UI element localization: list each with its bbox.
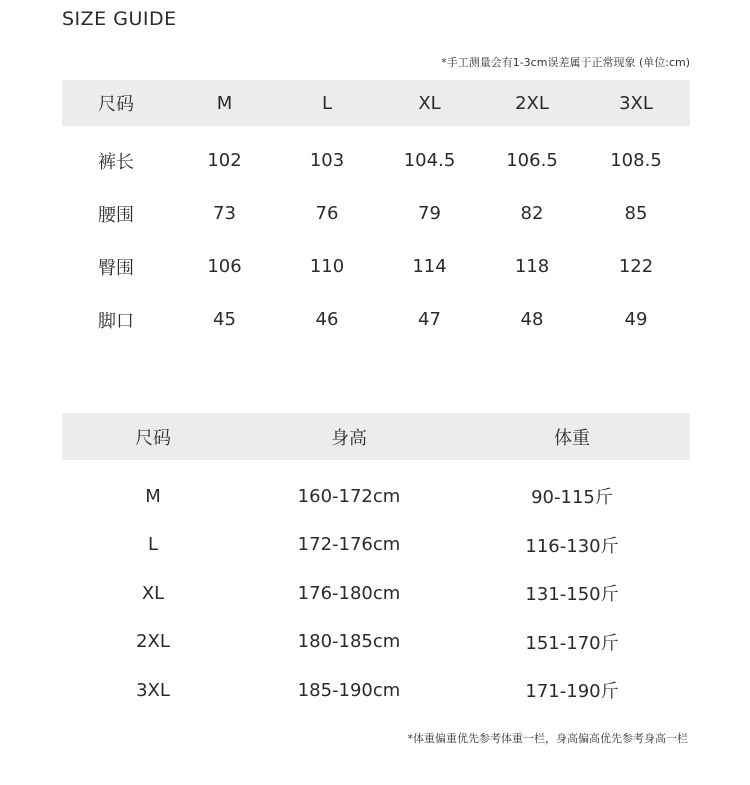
- table-cell: 49: [624, 309, 648, 330]
- header-cell: 尺码: [135, 427, 171, 449]
- table-cell: 85: [624, 203, 648, 224]
- height-cell: 180-185cm: [297, 631, 401, 653]
- row-label: 脚口: [98, 310, 134, 332]
- row-label: 臀围: [98, 257, 134, 279]
- size-cell: 3XL: [136, 679, 170, 701]
- weight-cell: 90-115斤: [531, 487, 613, 509]
- table-row: [62, 472, 690, 521]
- table-header: [62, 80, 690, 126]
- header-cell: L: [321, 92, 333, 114]
- header-cell: XL: [418, 92, 441, 114]
- size-cell: 2XL: [136, 631, 170, 653]
- row-label: 腰围: [98, 204, 134, 226]
- weight-cell: 131-150斤: [525, 584, 619, 606]
- weight-cell: 151-170斤: [525, 632, 619, 654]
- size-cell: XL: [141, 582, 165, 604]
- weight-cell: 116-130斤: [525, 535, 619, 557]
- table-cell: 122: [618, 256, 654, 277]
- table-row: [62, 187, 690, 240]
- table-cell: 106.5: [506, 150, 558, 171]
- table-cell: 79: [418, 203, 441, 224]
- measurement-note: *手工测量会有1-3cm误差属于正常现象 (单位:cm): [441, 56, 690, 69]
- size-measurement-table: [62, 80, 690, 346]
- header-cell: 身高: [331, 427, 367, 449]
- table-cell: 108.5: [610, 150, 662, 171]
- height-cell: 176-180cm: [297, 582, 401, 604]
- table-cell: 48: [520, 309, 544, 330]
- table-cell: 82: [520, 203, 544, 224]
- table-cell: 76: [315, 203, 339, 224]
- page-title: SIZE GUIDE: [62, 8, 177, 30]
- header-cell: M: [216, 92, 233, 114]
- header-cell: 尺码: [98, 94, 134, 115]
- table-row: [62, 569, 690, 618]
- row-label: 裤长: [98, 151, 134, 173]
- table-header: [62, 413, 690, 460]
- table-row: [62, 521, 690, 570]
- height-cell: 160-172cm: [297, 485, 401, 507]
- table-cell: 102: [207, 150, 242, 171]
- header-cell: 2XL: [515, 92, 549, 114]
- header-cell: 3XL: [619, 92, 653, 114]
- size-cell: M: [145, 485, 161, 507]
- table-cell: 46: [315, 309, 339, 330]
- table-cell: 73: [213, 203, 236, 224]
- size-recommendation-table: [62, 413, 690, 715]
- table-row: [62, 240, 690, 293]
- table-cell: 103: [309, 150, 345, 171]
- table-row: [62, 666, 690, 715]
- table-cell: 110: [309, 256, 345, 277]
- size-cell: L: [147, 534, 159, 556]
- table-cell: 104.5: [403, 150, 456, 171]
- height-cell: 185-190cm: [297, 679, 401, 701]
- table-cell: 114: [412, 256, 447, 277]
- table-row: [62, 134, 690, 187]
- table-row: [62, 293, 690, 346]
- table-row: [62, 618, 690, 667]
- header-cell: 体重: [554, 427, 590, 449]
- recommendation-note: *体重偏重优先参考体重一栏，身高偏高优先参考身高一栏: [407, 732, 688, 745]
- height-cell: 172-176cm: [297, 534, 401, 556]
- weight-cell: 171-190斤: [525, 681, 619, 703]
- table-cell: 106: [207, 256, 242, 277]
- table-cell: 47: [418, 309, 441, 330]
- table-cell: 45: [213, 309, 236, 330]
- table-cell: 118: [514, 256, 550, 277]
